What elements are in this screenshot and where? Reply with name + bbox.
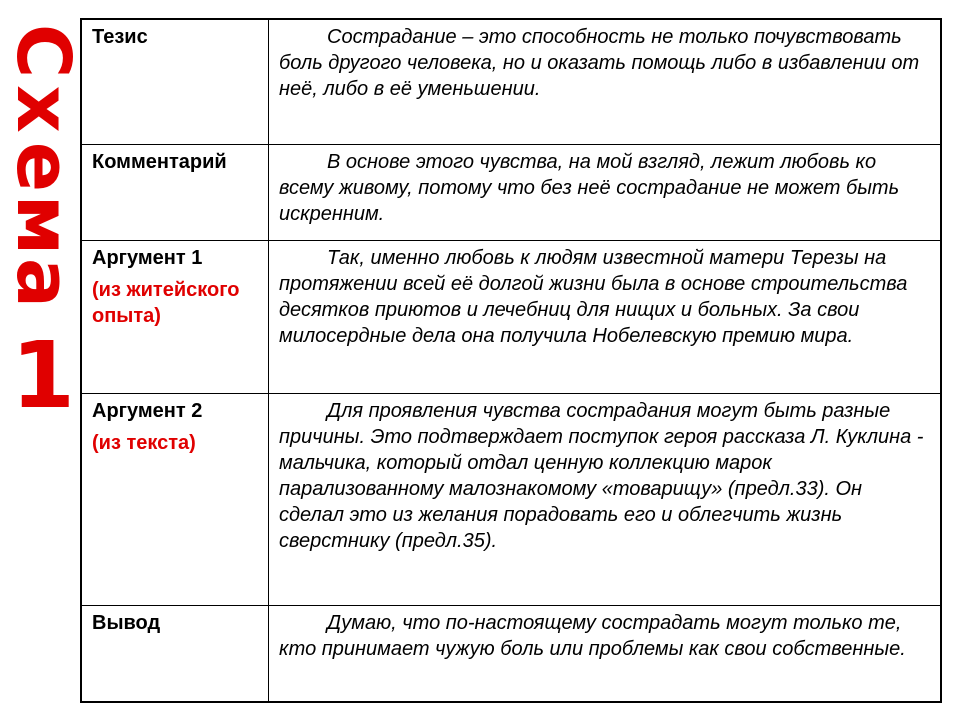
- row-content: [269, 240, 942, 393]
- row-content-text: Сострадание – это способность не только почувствовать боль другого человека, но и оказать помощь либо в избавлении от неё, либо в её уменьшении.: [279, 26, 920, 100]
- row-content-text: Думаю, что по-настоящему сострадать могут только те, кто принимает чужую боль или проблемы как свои собственные.: [279, 611, 906, 660]
- table-row-argument-2: [81, 393, 941, 605]
- row-content-text: В основе этого чувства, на мой взгляд, лежит любовь ко всему живому, потому что без неё сострадание не может быть искренним.: [279, 150, 900, 225]
- side-title-letter: а: [0, 258, 86, 308]
- row-label-text: Вывод: [92, 611, 161, 634]
- row-label: [81, 19, 269, 144]
- row-label: [81, 393, 269, 605]
- table-row-argument-1: [81, 240, 941, 393]
- row-label: [81, 144, 269, 240]
- row-label-text: Комментарий: [92, 150, 227, 173]
- row-sublabel: (из житейского опыта): [92, 278, 240, 327]
- side-title-number: 1: [10, 322, 75, 429]
- side-title: [0, 22, 86, 482]
- row-content-text: Для проявления чувства сострадания могут быть разные причины. Это подтверждает поступок героя рассказа Л. Куклина - мальчика, который отдал ценную коллекцию марок парализованному малознакомому «товарищу» (предл.33). Он сделал это из желания порадовать его и облегчить жизнь сверстнику (предл.35).: [279, 399, 924, 552]
- table-row-comment: [81, 144, 941, 240]
- row-label-text: Аргумент 2: [92, 399, 203, 422]
- row-label-text: Аргумент 1: [92, 246, 203, 269]
- row-label-text: Тезис: [92, 26, 148, 48]
- row-content-text: Так, именно любовь к людям известной матери Терезы на протяжении всей её долгой жизни была в основе строительства десятков приютов и лечебниц для нищих и больных. За свои милосердные дела она получила Нобелевскую премию мира.: [279, 246, 908, 347]
- side-title-letter: е: [0, 141, 86, 193]
- table-row-thesis: [81, 19, 941, 144]
- row-content: [269, 144, 942, 240]
- row-content: [269, 605, 942, 702]
- row-sublabel: (из текста): [92, 431, 196, 454]
- row-label: [81, 240, 269, 393]
- essay-schema-table: [80, 18, 942, 703]
- table-row-conclusion: [81, 605, 941, 702]
- row-content: [269, 19, 942, 144]
- side-title-letter: х: [0, 85, 86, 133]
- row-content: [269, 393, 942, 605]
- row-label: [81, 605, 269, 702]
- side-title-letter: м: [0, 194, 86, 256]
- side-title-letter: С: [0, 23, 86, 79]
